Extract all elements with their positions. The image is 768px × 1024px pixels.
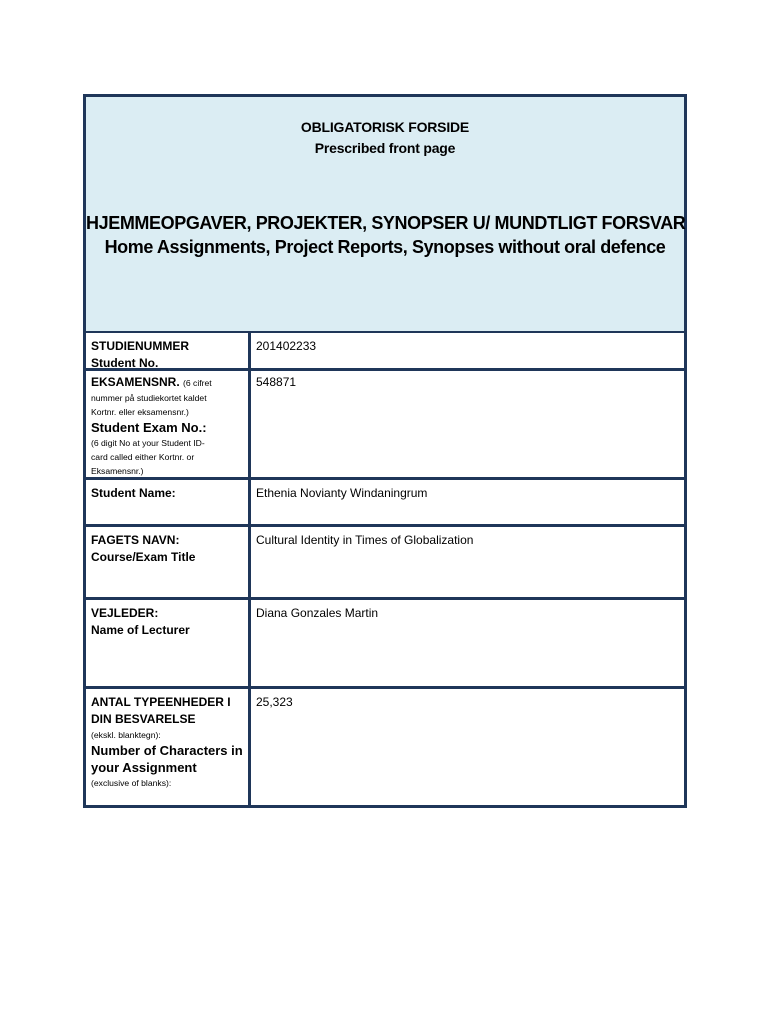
- character-count-label: [86, 689, 251, 805]
- student-name-label-text: Student Name:: [91, 486, 176, 500]
- form-header: [86, 97, 684, 333]
- course-title-value: Cultural Identity in Times of Globalization: [256, 533, 474, 547]
- title-danish: OBLIGATORISK FORSIDE: [300, 119, 470, 135]
- exam-number-note-en-2: card called either Kortnr. or: [91, 452, 195, 462]
- lecturer-label-en: Name of Lecturer: [91, 623, 190, 637]
- character-count-label-en-2: your Assignment: [91, 760, 197, 775]
- student-number-label: [86, 333, 251, 368]
- character-count-note-en: (exclusive of blanks):: [91, 778, 172, 788]
- student-name-label: [86, 480, 251, 524]
- character-count-row: [86, 689, 684, 805]
- lecturer-value: Diana Gonzales Martin: [256, 606, 379, 620]
- student-number-label-en: Student No.: [91, 356, 159, 370]
- course-title-label-da: FAGETS NAVN:: [91, 533, 180, 547]
- exam-number-note-da-3: Kortnr. eller eksamensnr.): [91, 407, 189, 417]
- exam-number-note-da-2: nummer på studiekortet kaldet: [91, 393, 207, 403]
- course-title-row: [86, 527, 684, 600]
- student-number-row: [86, 333, 684, 371]
- exam-number-value: 548871: [256, 375, 297, 389]
- student-number-value: 201402233: [256, 339, 317, 353]
- character-count-label-en-1: Number of Characters in: [91, 743, 243, 758]
- subtitle-danish: HJEMMEOPGAVER, PROJEKTER, SYNOPSER U/ MUNDTLIGT FORSVAR: [86, 213, 686, 233]
- student-name-value: Ethenia Novianty Windaningrum: [256, 486, 428, 500]
- exam-number-label: [86, 371, 251, 477]
- title-english: Prescribed front page: [314, 140, 456, 156]
- lecturer-row: [86, 600, 684, 689]
- lecturer-label: [86, 600, 251, 686]
- exam-number-label-da: EKSAMENSNR.: [91, 375, 180, 389]
- exam-number-row: [86, 371, 684, 480]
- subtitle-english: Home Assignments, Project Reports, Synopses without oral defence: [104, 237, 666, 257]
- exam-number-note-en-1: (6 digit No at your Student ID-: [91, 438, 205, 448]
- character-count-value: 25,323: [256, 695, 293, 709]
- character-count-note-da: (ekskl. blanktegn):: [91, 730, 161, 740]
- exam-number-note-en-3: Eksamensnr.): [91, 466, 144, 476]
- character-count-label-da-1: ANTAL TYPEENHEDER I: [91, 695, 231, 709]
- front-page-form: [83, 94, 687, 808]
- exam-number-note-da-1: (6 cifret: [183, 378, 212, 388]
- course-title-label: [86, 527, 251, 597]
- student-name-row: [86, 480, 684, 527]
- student-number-label-da: STUDIENUMMER: [91, 339, 189, 353]
- lecturer-label-da: VEJLEDER:: [91, 606, 159, 620]
- course-title-label-en: Course/Exam Title: [91, 550, 196, 564]
- character-count-label-da-2: DIN BESVARELSE: [91, 712, 196, 726]
- exam-number-label-en: Student Exam No.:: [91, 420, 207, 435]
